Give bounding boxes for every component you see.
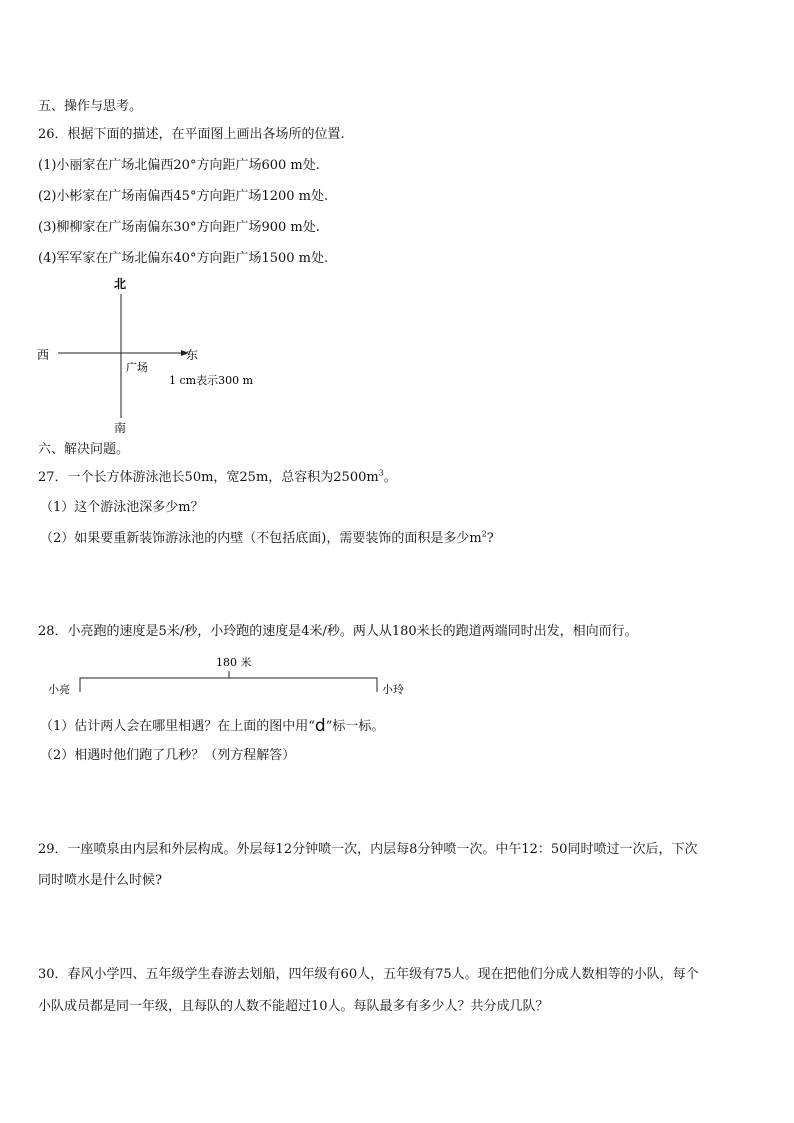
west-label: 西 [37, 348, 50, 362]
question-27-part-1: （1）这个游泳池深多少m？ [40, 500, 204, 515]
square-label: 广场 [126, 361, 148, 374]
question-27-stem-sup: 3 [378, 468, 384, 478]
question-28-part-1-before: （1）估计两人会在哪里相遇？在上面的图中用“ [40, 719, 315, 734]
question-27-stem [38, 470, 397, 486]
question-28-part-1 [40, 718, 384, 735]
question-27-part-2-sup: 2 [481, 529, 487, 539]
question-26-item-4: (4)军军家在广场北偏东40°方向距广场1500 m处. [38, 251, 329, 266]
scale-label: 1 cm表示300 m [169, 374, 254, 387]
track-diagram [40, 652, 430, 698]
question-28-stem: 28．小亮跑的速度是5米/秒，小玲跑的速度是4米/秒。两人从180米长的跑道两端同时出发，相向而行。 [38, 624, 638, 639]
question-30-line-1: 30．春风小学四、五年级学生春游去划船，四年级有60人，五年级有75人。现在把他们分成人数相等的小队，每个 [38, 967, 699, 982]
question-27-part-2-end: ? [486, 531, 494, 546]
question-26-item-3: (3)柳柳家在广场南偏东30°方向距广场900 m处. [38, 220, 320, 235]
question-28-part-1-after: ”标一标。 [325, 719, 385, 734]
compass-diagram [30, 272, 270, 437]
question-26-item-2: (2)小彬家在广场南偏西45°方向距广场1200 m处. [38, 189, 329, 204]
question-30-line-2: 小队成员都是同一年级，且每队的人数不能超过10人。每队最多有多少人？共分成几队？ [38, 999, 549, 1014]
question-27-stem-end: 。 [383, 470, 397, 485]
question-27-part-2 [40, 531, 494, 547]
track-bracket [80, 678, 377, 692]
north-label: 北 [114, 277, 127, 291]
question-26-stem: 26．根据下面的描述，在平面图上画出各场所的位置. [38, 127, 345, 142]
track-left-label: 小亮 [48, 683, 70, 696]
question-29-line-2: 同时喷水是什么时候? [38, 873, 162, 888]
question-29-line-1: 29．一座喷泉由内层和外层构成。外层每12分钟喷一次，内层每8分钟喷一次。中午12：50同时喷过一次后，下次 [38, 842, 698, 857]
section-heading-6: 六、解决问题。 [38, 442, 130, 457]
section-heading-5: 五、操作与思考。 [38, 99, 143, 114]
question-27-stem-text: 27．一个长方体游泳池长50m，宽25m，总容积为2500m [38, 470, 379, 485]
east-label: 东 [186, 348, 199, 362]
track-length-label: 180 米 [216, 656, 252, 669]
question-26-item-1: (1)小丽家在广场北偏西20°方向距广场600 m处. [38, 158, 320, 173]
track-right-label: 小玲 [382, 683, 404, 696]
meeting-mark-symbol: d [314, 716, 326, 736]
question-28-part-2: （2）相遇时他们跑了几秒？（列方程解答） [40, 748, 296, 763]
south-label: 南 [114, 421, 127, 435]
question-27-part-2-text: （2）如果要重新装饰游泳池的内壁（不包括底面)，需要装饰的面积是多少m [40, 531, 482, 546]
